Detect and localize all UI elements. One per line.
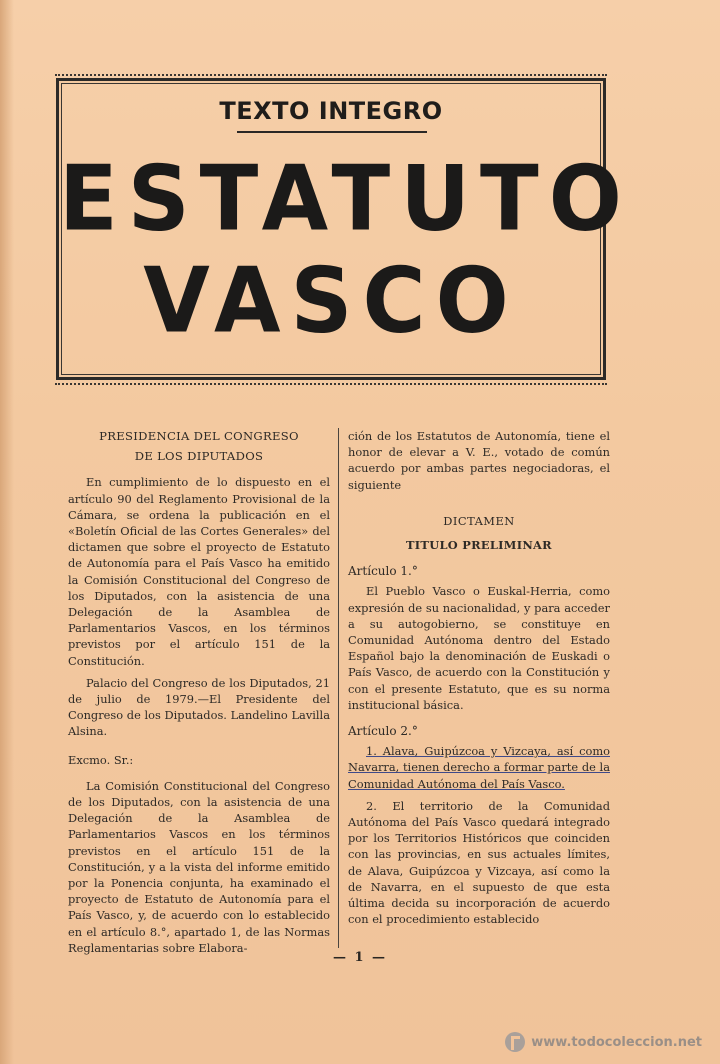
- todocoleccion-logo-icon: [505, 1032, 525, 1052]
- left-column: [68, 428, 330, 962]
- left-heading-line1: PRESIDENCIA DEL CONGRESO: [99, 429, 299, 443]
- frame-top-border: [55, 74, 607, 80]
- article-2-label: Artículo 2.°: [348, 724, 418, 739]
- article-1-label: Artículo 1.°: [348, 564, 418, 579]
- frame-bottom-border: [55, 379, 607, 385]
- salutation: Excmo. Sr.:: [68, 752, 134, 767]
- main-title-line2: VASCO: [143, 248, 519, 354]
- right-paragraph-0: ción de los Estatutos de Autonomía, tiene el honor de elevar a V. E., votado de común acuerdo por ambas partes negociadoras, el siguiente: [348, 429, 610, 492]
- left-paragraph-3: La Comisión Constitucional del Congreso de los Diputados, con la asistencia de una Delegación de la Asamblea de Parlamentarios Vascos en los términos previstos en el artículo 151 de la Constitución, y a la vista del informe emitido por la Ponencia conjunta, ha examinado el proyecto de Estatuto de Autonomía para el País Vasco, y, de acuerdo con lo establecido en el artículo 8.°, apartado 1, de las Normas Reglamentarias sobre Elabora-: [68, 778, 330, 955]
- left-paragraph-2: Palacio del Congreso de los Diputados, 21 de julio de 1979.—El Presidente del Congreso de los Diputados. Landelino Lavilla Alsina.: [68, 675, 330, 739]
- title-frame: [56, 78, 632, 380]
- left-paragraph-1: En cumplimiento de lo dispuesto en el artículo 90 del Reglamento Provisional de la Cámara, se ordena la publicación en el «Boletín Oficial de las Cortes Generales» del dictamen que sobre el proyecto de Estatuto de Autonomía para el País Vasco ha emitido la Comisión Constitucional del Congreso de los Diputados, con la asistencia de una Delegación de la Asamblea de Parlamentarios Vascos, en los términos previstos por el artículo 151 de la Constitución.: [68, 475, 330, 668]
- article-2-paragraph-1: 1. Alava, Guipúzcoa y Vizcaya, así como Navarra, tienen derecho a formar parte de la Comunidad Autónoma del País Vasco.: [348, 744, 610, 791]
- watermark: [505, 1032, 702, 1052]
- subtitle: TEXTO INTEGRO: [219, 97, 443, 125]
- left-heading-line2: DE LOS DIPUTADOS: [134, 449, 264, 464]
- titulo-preliminar-heading: TITULO PRELIMINAR: [406, 538, 552, 553]
- main-title-line1: ESTATUTO: [59, 146, 632, 252]
- page-number: — 1 —: [332, 950, 388, 965]
- article-2-paragraph-2: 2. El territorio de la Comunidad Autónoma del País Vasco quedará integrado por los Territorios Históricos que coinciden con las provincias, en sus actuales límites, de Alava, Guipúzcoa y Vizcaya, así como la de Navarra, en el supuesto de que esta última decida su incorporación de acuerdo con el procedimiento establecido: [348, 798, 610, 927]
- dictamen-heading: DICTAMEN: [443, 513, 515, 528]
- right-column: [348, 428, 610, 933]
- subtitle-underline: [237, 131, 427, 133]
- article-1-text: El Pueblo Vasco o Euskal-Herria, como expresión de su nacionalidad, y para acceder a su autogobierno, se constituye en Comunidad Autónoma dentro del Estado Español bajo la denominación de Euskadi o País Vasco, de acuerdo con la Constitución y con el presente Estatuto, que es su norma institucional básica.: [348, 584, 610, 712]
- watermark-text: www.todocoleccion.net: [531, 1034, 702, 1050]
- page-edge-shadow: [0, 0, 14, 1064]
- column-divider: [338, 428, 339, 948]
